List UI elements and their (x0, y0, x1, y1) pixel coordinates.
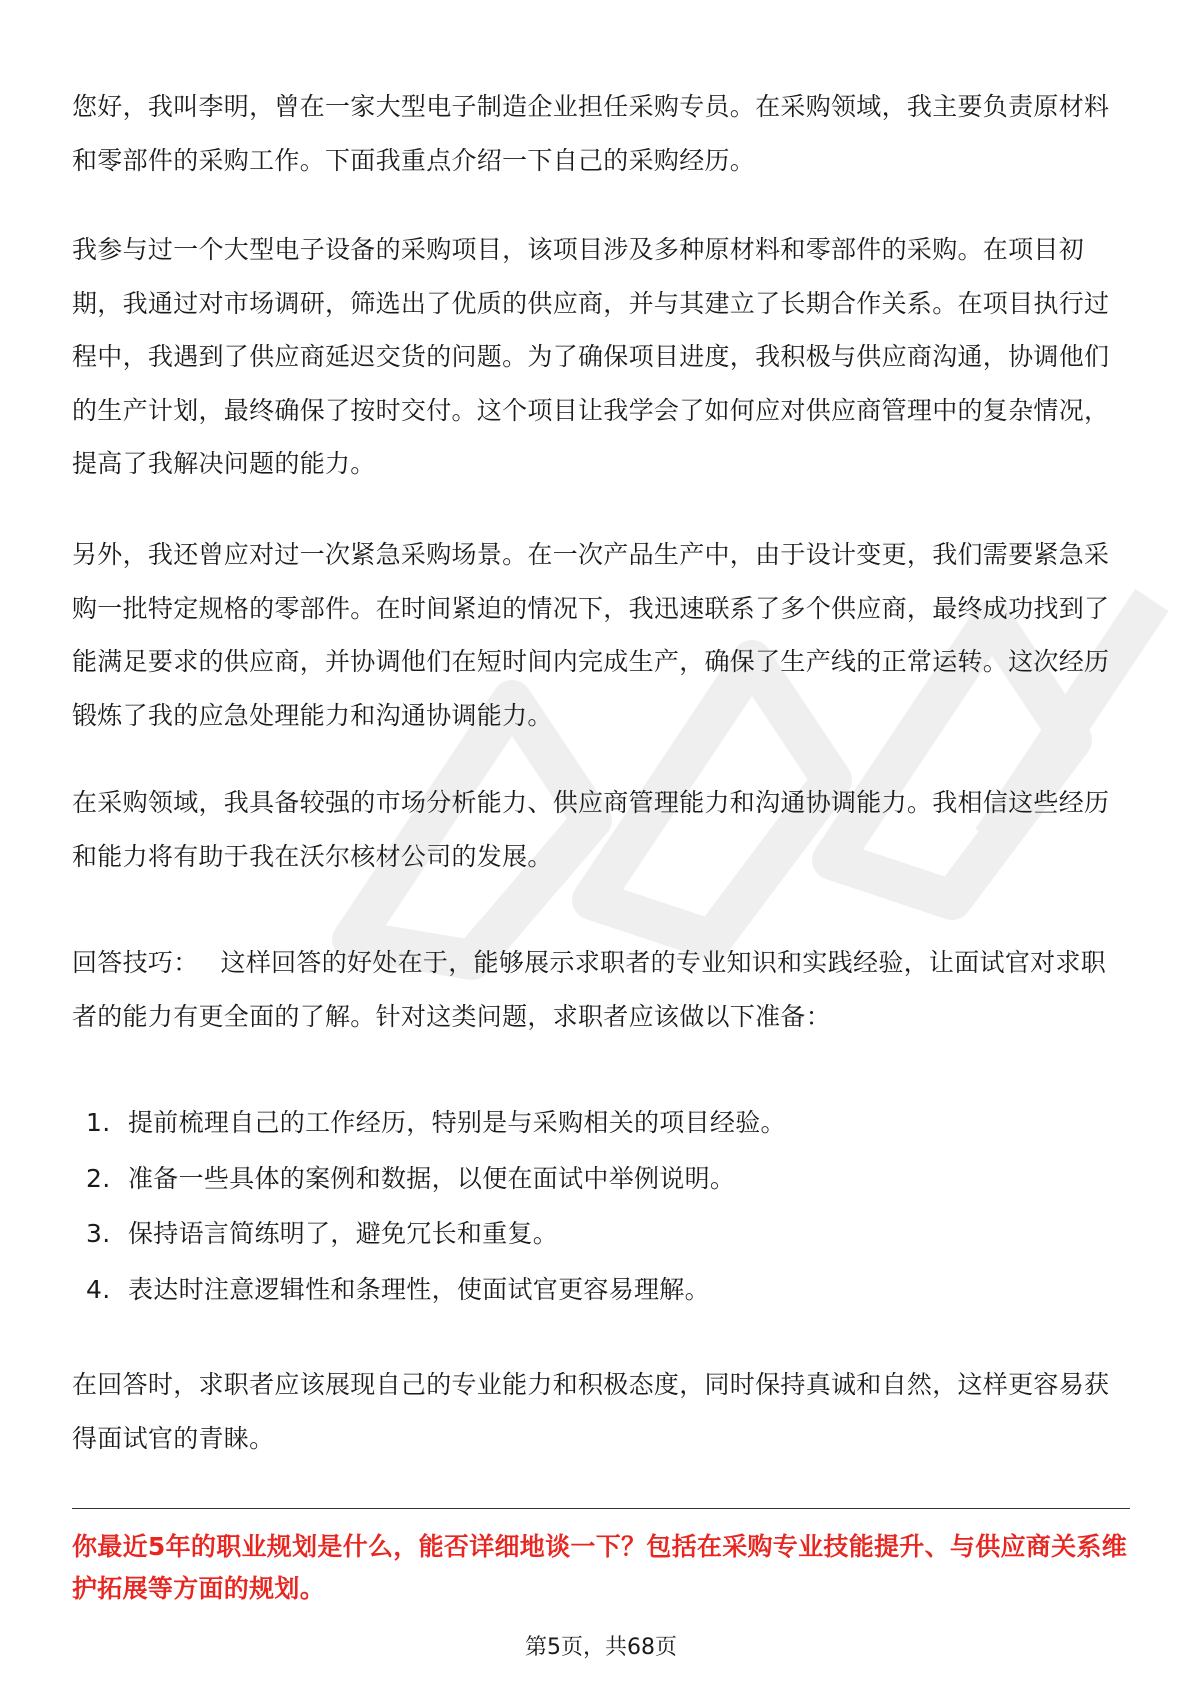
tips-label: 回答技巧： (72, 948, 199, 977)
list-item (86, 1151, 1126, 1207)
list-item (86, 1206, 1126, 1262)
list-item (86, 1262, 1126, 1318)
closing-paragraph: 在回答时，求职者应该展现自己的专业能力和积极态度，同时保持真诚和自然，这样更容易获得面试官的青睐。 (72, 1370, 1110, 1453)
list-item-number: 4. (86, 1274, 111, 1304)
urgent-procurement-paragraph: 另外，我还曾应对过一次紧急采购场景。在一次产品生产中，由于设计变更，我们需要紧急采购一批特定规格的零部件。在时间紧迫的情况下，我迅速联系了多个供应商，最终成功找到了能满足要求的供应商，并协调他们在短时间内完成生产，确保了生产线的正常运转。这次经历锻炼了我的应急处理能力和沟通协调能力。 (72, 540, 1110, 730)
list-item-number: 3. (86, 1219, 111, 1248)
next-question-heading: 你最近5年的职业规划是什么，能否详细地谈一下？包括在采购专业技能提升、与供应商关系维护拓展等方面的规划。 (72, 1532, 1127, 1603)
intro-paragraph: 您好，我叫李明，曾在一家大型电子制造企业担任采购专员。在采购领域，我主要负责原材料和零部件的采购工作。下面我重点介绍一下自己的采购经历。 (72, 92, 1110, 175)
list-item-text: 表达时注意逻辑性和条理性，使面试官更容易理解。 (128, 1274, 710, 1304)
list-item-text: 保持语言简练明了，避免冗长和重复。 (128, 1219, 559, 1248)
page-number-footer: 第5页，共68页 (525, 1635, 677, 1660)
section-divider (72, 1508, 1130, 1509)
tips-paragraph (72, 936, 1130, 1043)
document-page (72, 0, 1130, 1684)
preparation-list (86, 1095, 1126, 1317)
summary-paragraph: 在采购领域，我具备较强的市场分析能力、供应商管理能力和沟通协调能力。我相信这些经历和能力将有助于我在沃尔核材公司的发展。 (72, 788, 1110, 871)
list-item-number: 1. (86, 1108, 111, 1137)
list-item-text: 提前梳理自己的工作经历，特别是与采购相关的项目经验。 (128, 1108, 786, 1137)
list-item-text: 准备一些具体的案例和数据，以便在面试中举例说明。 (128, 1163, 736, 1193)
project-experience-paragraph: 我参与过一个大型电子设备的采购项目，该项目涉及多种原材料和零部件的采购。在项目初期，我通过对市场调研，筛选出了优质的供应商，并与其建立了长期合作关系。在项目执行过程中，我遇到了供应商延迟交货的问题。为了确保项目进度，我积极与供应商沟通，协调他们的生产计划，最终确保了按时交付。这个项目让我学会了如何应对供应商管理中的复杂情况，提高了我解决问题的能力。 (72, 235, 1110, 478)
tips-text: 这样回答的好处在于，能够展示求职者的专业知识和实践经验，让面试官对求职者的能力有更全面的了解。针对这类问题，求职者应该做以下准备： (72, 948, 1107, 1031)
list-item (86, 1095, 1126, 1151)
list-item-number: 2. (86, 1163, 111, 1193)
